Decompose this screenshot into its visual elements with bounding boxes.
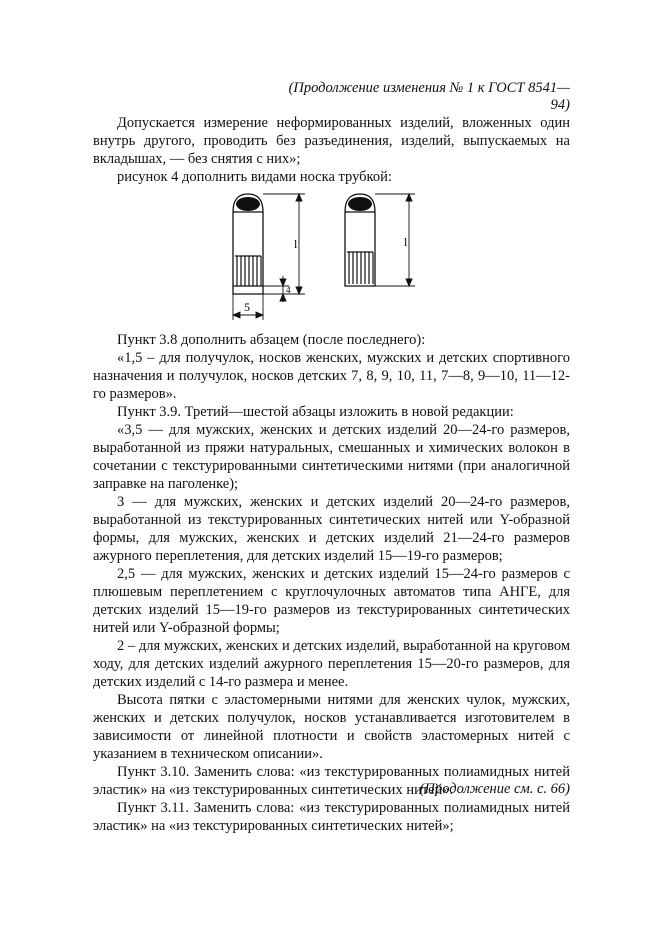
paragraph: 3 — для мужских, женских и детских изделий 20—24-го размеров, выработанной из текстурированных синтетических нитей или Y-образной формы, для мужских, женских и детских изделий 21—24-го размеров ажурного переплетения, для детских изделий 15—19-го размеров; <box>93 494 570 564</box>
paragraph: 2,5 — для мужских, женских и детских изделий 15—24-го размеров с плюшевым переплетением с круглочулочных автоматов типа АНГЕ, для детских изделий 15—19-го размеров из текстурированных синтетических нитей или Y-образной формы; <box>93 566 570 636</box>
toe-shading-left <box>236 197 260 211</box>
sock-toe-figure <box>215 190 435 322</box>
toe-shading-right <box>348 197 372 211</box>
paragraph: 2 – для мужских, женских и детских изделий, выработанной на круговом ходу, для детских изделий ажурного переплетения 15—20-го размеров, для детских изделий с 14-го размера и менее. <box>93 638 570 690</box>
dim-length-label-right: l <box>404 235 408 249</box>
paragraph: Пункт 3.11. Заменить слова: «из текстурированных полиамидных нитей эластик» на «из текстурированных синтетических нитей»; <box>93 800 570 834</box>
paragraph: рисунок 4 дополнить видами носка трубкой: <box>117 169 392 185</box>
dim-small-label: 4 <box>286 285 291 295</box>
paragraph: Высота пятки с эластомерными нитями для женских чулок, мужских, женских и детских получулок, носков устанавливается изготовителем в зависимости от линейной плотности и свойств эластомерных нитей с указанием в техническом описании». <box>93 692 570 762</box>
paragraph: «1,5 – для получулок, носков женских, мужских и детских спортивного назначения и получулок, носков детских 7, 8, 9, 10, 11, 7—8, 9—10, 11—12-го размеров». <box>93 350 570 402</box>
page-footer: (Продолжение см. с. 66) <box>419 781 570 797</box>
main-text <box>93 331 570 835</box>
paragraph: Пункт 3.8 дополнить абзацем (после последнего): <box>117 332 426 348</box>
paragraph: Пункт 3.10. Заменить слова: «из текстурированных полиамидных нитей эластик» на «из текстурированных синтетических нитей». <box>93 764 570 798</box>
paragraph: Пункт 3.9. Третий—шестой абзацы изложить в новой редакции: <box>117 404 514 420</box>
page-header: (Продолжение изменения № 1 к ГОСТ 8541—94) <box>288 80 570 113</box>
dim-length-label-left: l <box>294 237 298 251</box>
paragraph: «3,5 — для мужских, женских и детских изделий 20—24-го размеров, выработанной из пряжи натуральных, смешанных и химических волокон в сочетании с текстурированными синтетическими нитями (при аналогичной заправке на паголенке); <box>93 422 570 492</box>
dim-width-label: 5 <box>244 300 250 314</box>
intro-text <box>93 114 570 186</box>
paragraph: Допускается измерение неформированных изделий, вложенных один внутрь другого, проводить без разъединения, изделий, выпускаемых на вкладышах, — без снятия с них»; <box>93 115 570 167</box>
